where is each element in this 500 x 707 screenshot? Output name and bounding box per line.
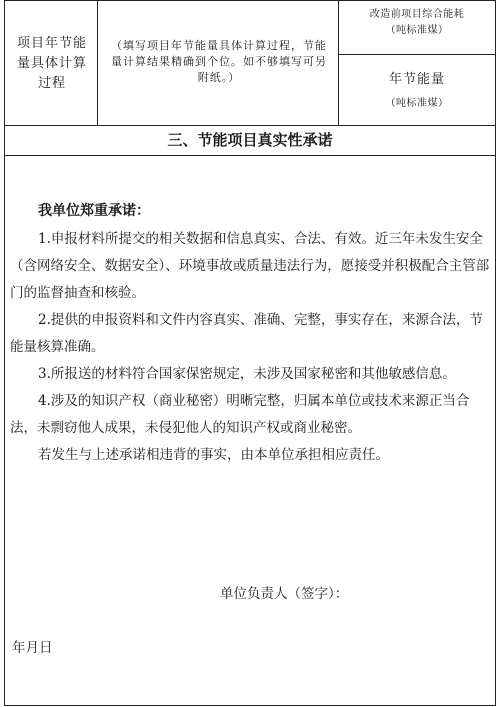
value-column-divider (338, 0, 339, 126)
baseline-unit: （吨标准煤） (385, 25, 449, 36)
commitment-heading: 我单位郑重承诺： (38, 203, 150, 219)
date-label: 年月日 (12, 640, 53, 656)
right-border (495, 0, 496, 706)
savings-label: 年节能量 (388, 72, 445, 87)
commitment-item-4: 4.涉及的知识产权（商业秘密）明晰完整，归属本单位或技术来源正当合法，未剽窃他人成果，未侵犯他人的知识产权或商业秘密。 (10, 393, 470, 436)
left-border (4, 0, 5, 706)
section-title: 三、节能项目真实性承诺 (167, 131, 333, 149)
savings-unit: （吨标准煤） (385, 98, 449, 109)
commitment-closing: 若发生与上述承诺相违背的事实，由本单位承担相应责任。 (38, 447, 389, 463)
commitment-list (10, 226, 490, 469)
section-divider (4, 155, 496, 156)
commitment-item-2: 2.提供的申报资料和文件内容真实、准确、完整，事实存在，来源合法，节能量核算准确。 (10, 312, 483, 355)
baseline-label: 改造前项目综合能耗 (369, 9, 465, 20)
label-column-divider (97, 0, 98, 126)
bottom-border (4, 705, 496, 706)
row-divider (4, 125, 496, 126)
commitment-item-1: 1.申报材料所提交的相关数据和信息真实、合法、有效。近三年未发生安全（含网络安全、数据安全）、环境事故或质量违法行为，愿接受并积极配合主管部门的监督抽查和核验。 (10, 231, 490, 301)
instruction-text: （填写项目年节能量具体计算过程，节能量计算结果精确到个位。如不够填写可另附纸。） (111, 39, 327, 84)
top-border (4, 0, 496, 1)
commitment-item-3: 3.所报送的材料符合国家保密规定，未涉及国家秘密和其他敏感信息。 (38, 366, 456, 382)
signature-label: 单位负责人（签字）： (220, 586, 349, 602)
row-label: 项目年节能量具体计算过程 (16, 36, 87, 91)
value-cell-divider (338, 54, 496, 55)
